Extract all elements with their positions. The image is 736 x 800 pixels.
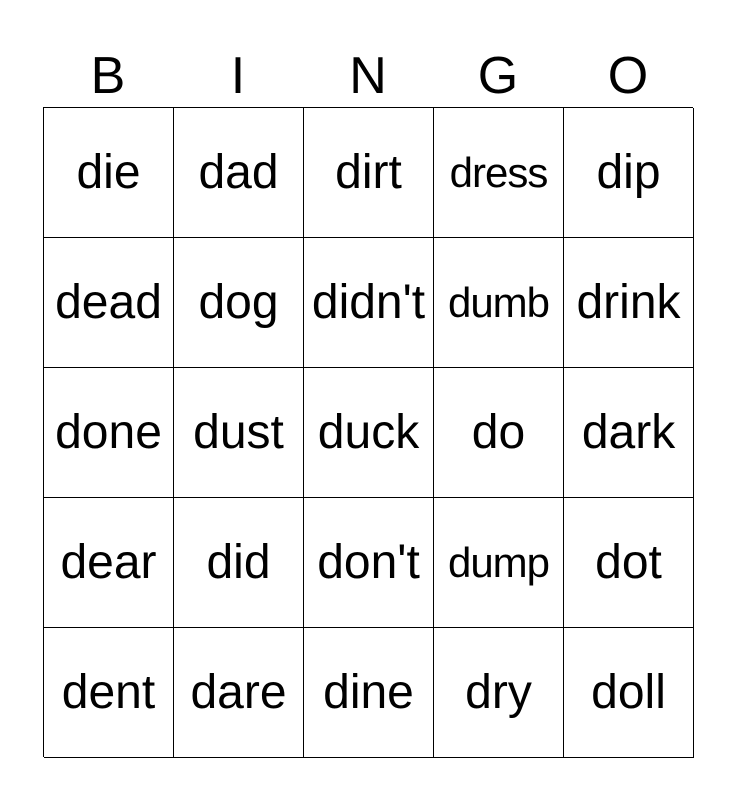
cell-word: dog xyxy=(198,275,279,329)
bingo-cell xyxy=(564,238,694,368)
bingo-cell xyxy=(44,238,174,368)
cell-word: do xyxy=(471,405,526,459)
cell-word: dress xyxy=(449,148,548,196)
cell-word: dump xyxy=(447,538,550,586)
cell-word: dirt xyxy=(335,145,402,199)
bingo-cell xyxy=(174,628,304,758)
header-letter-n: N xyxy=(349,47,387,105)
header-letter-i: I xyxy=(230,47,246,105)
bingo-cell xyxy=(564,368,694,498)
cell-word: dine xyxy=(323,665,414,719)
cell-word: duck xyxy=(317,405,420,459)
bingo-cell xyxy=(174,498,304,628)
cell-word: dad xyxy=(198,145,279,199)
bingo-cell xyxy=(434,238,564,368)
cell-word: did xyxy=(206,535,271,589)
bingo-cell xyxy=(44,498,174,628)
cell-word: die xyxy=(76,145,141,199)
bingo-cell xyxy=(304,108,434,238)
cell-word: doll xyxy=(591,665,666,719)
bingo-cell xyxy=(174,368,304,498)
cell-word: dust xyxy=(193,405,284,459)
cell-word: dry xyxy=(465,665,532,719)
bingo-cell xyxy=(44,368,174,498)
cell-word: dot xyxy=(595,535,662,589)
bingo-cell xyxy=(564,498,694,628)
header-letter-g: G xyxy=(477,47,519,105)
cell-word: dear xyxy=(60,535,157,589)
cell-word: don't xyxy=(317,535,420,589)
bingo-cell xyxy=(564,108,694,238)
cell-word: dare xyxy=(190,665,287,719)
cell-word: dark xyxy=(581,405,676,459)
bingo-cell xyxy=(174,238,304,368)
bingo-cell xyxy=(304,628,434,758)
bingo-cell xyxy=(304,498,434,628)
bingo-cell xyxy=(434,498,564,628)
cell-word: dead xyxy=(55,275,162,329)
cell-word: done xyxy=(55,405,162,459)
bingo-cell xyxy=(434,368,564,498)
cell-word: drink xyxy=(576,275,681,329)
bingo-card-grid xyxy=(43,107,693,757)
bingo-cell xyxy=(304,238,434,368)
cell-word: dip xyxy=(596,145,661,199)
cell-word: didn't xyxy=(311,275,426,329)
bingo-header xyxy=(43,45,693,107)
bingo-cell xyxy=(564,628,694,758)
header-letter-b: B xyxy=(90,47,126,105)
bingo-cell xyxy=(174,108,304,238)
bingo-cell xyxy=(44,628,174,758)
bingo-cell xyxy=(434,108,564,238)
header-letter-o: O xyxy=(607,47,649,105)
bingo-cell xyxy=(44,108,174,238)
cell-word: dumb xyxy=(447,278,550,326)
cell-word: dent xyxy=(61,665,156,719)
bingo-cell xyxy=(434,628,564,758)
bingo-cell xyxy=(304,368,434,498)
